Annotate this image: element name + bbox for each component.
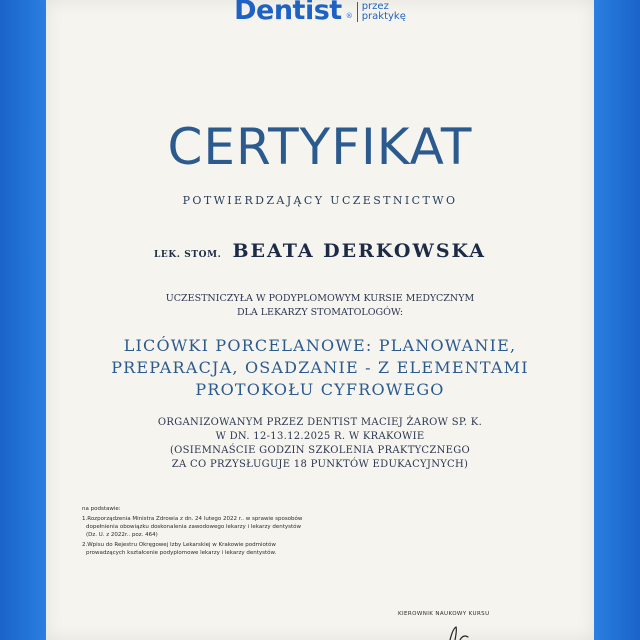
certificate-title: CERTYFIKAT <box>167 118 473 176</box>
logo-tagline-line2: praktykę <box>361 11 406 22</box>
dentist-logo <box>46 0 594 24</box>
recipient <box>46 240 594 262</box>
basis-item2-line1: 2.Wpisu do Rejestru Okręgowej Izby Lekarskiej w Krakowie podmiotów <box>82 542 276 548</box>
basis-item1-line3: (Dz. U. z 2022r.. poz. 464) <box>86 532 158 538</box>
basis-item2-line2: prowadzących kształcenie podyplomowe lekarzy i lekarzy dentystów. <box>86 550 277 556</box>
certificate-subtitle: POTWIERDZAJĄCY UCZESTNICTWO <box>182 194 458 207</box>
course-title-line-3: PROTOKOŁU CYFROWEGO <box>195 380 445 399</box>
logo-tagline-line1: przez <box>361 1 389 12</box>
blue-frame-left <box>0 0 46 640</box>
org-line-1: ORGANIZOWANYM PRZEZ DENTIST MACIEJ ŻAROW SP. K. <box>157 417 483 428</box>
logo-registered-mark: ® <box>345 12 353 20</box>
legal-basis <box>82 505 382 557</box>
recipient-prefix: LEK. STOM. <box>153 250 222 260</box>
logo-tagline <box>357 2 406 22</box>
course-title-line-1: LICÓWKI PORCELANOWE: PLANOWANIE, <box>123 336 517 355</box>
intro-line-1: UCZESTNICZYŁA W PODYPLOMOWYM KURSIE MEDYCZNYM <box>165 293 475 304</box>
legal-basis-item-2 <box>82 541 382 557</box>
legal-basis-heading: na podstawie: <box>82 506 121 512</box>
intro-line-2: DLA LEKARZY STOMATOLOGÓW: <box>236 307 404 318</box>
organizer-details <box>46 416 594 472</box>
org-line-2: W DN. 12-13.12.2025 R. W KRAKOWIE <box>215 431 425 442</box>
basis-item1-line1: 1.Rozporządzenia Ministra Zdrowia z dn. 24 lutego 2022 r.. w sprawie sposobów <box>82 516 303 522</box>
basis-item1-line2: dopełnienia obowiązku doskonalenia zawodowego lekarzy i lekarzy dentystów <box>86 524 301 530</box>
blue-frame-right <box>594 0 640 640</box>
signature-mark <box>446 626 486 640</box>
course-title <box>46 335 594 401</box>
logo-wordmark: Dentist <box>234 0 342 26</box>
legal-basis-item-1 <box>82 515 382 539</box>
recipient-name: BEATA DERKOWSKA <box>232 240 487 262</box>
participation-statement <box>46 292 594 320</box>
course-title-line-2: PREPARACJA, OSADZANIE - Z ELEMENTAMI <box>111 358 529 377</box>
org-line-3: (OSIEMNAŚCIE GODZIN SZKOLENIA PRAKTYCZNEGO <box>169 445 471 456</box>
supervisor-label: KIEROWNIK NAUKOWY KURSU <box>398 611 490 617</box>
org-line-4: ZA CO PRZYSŁUGUJE 18 PUNKTÓW EDUKACYJNYCH) <box>171 459 469 470</box>
certificate-paper <box>46 0 594 640</box>
